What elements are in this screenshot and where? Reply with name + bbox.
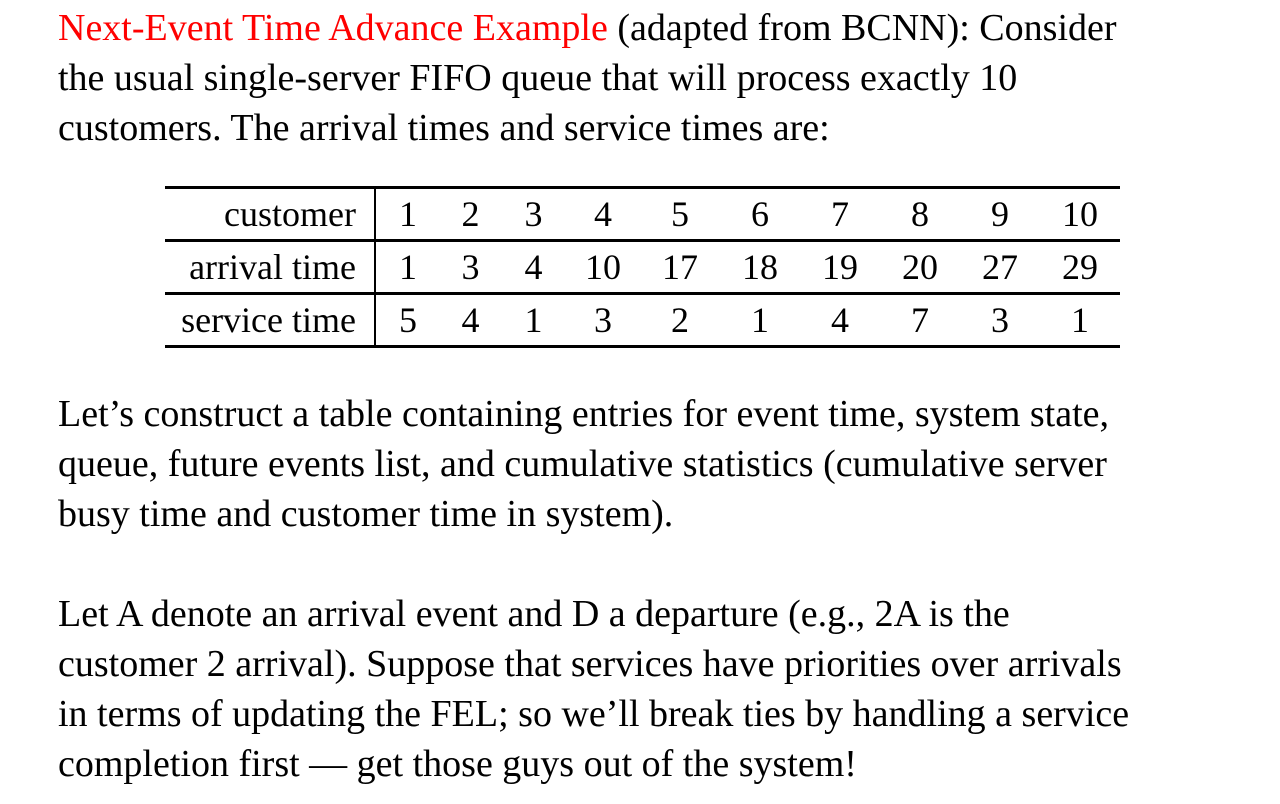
intro-title-red: Next-Event Time Advance Example	[58, 7, 608, 49]
customer-value: 9	[960, 188, 1040, 241]
arrival-time-value: 19	[800, 241, 880, 294]
customer-value: 8	[880, 188, 960, 241]
table-row-customer	[165, 188, 1120, 241]
arrival-time-value: 29	[1040, 241, 1120, 294]
arrival-time-value: 17	[640, 241, 720, 294]
service-time-value: 3	[991, 300, 1009, 340]
arrival-time-value: 4	[501, 241, 566, 294]
notation-paragraph	[58, 589, 1250, 789]
customer-value: 2	[440, 188, 501, 241]
arrival-time-value: 1	[375, 241, 440, 294]
arrival-service-table	[165, 186, 1120, 348]
customer-value: 10	[1040, 188, 1120, 241]
construct-paragraph	[58, 389, 1250, 539]
customer-value: 6	[720, 188, 800, 241]
intro-line-3: customers. The arrival times and service times are:	[58, 107, 830, 149]
row-label-service-time: service time	[165, 294, 375, 347]
customer-value: 1	[375, 188, 440, 241]
intro-paragraph	[58, 3, 1250, 153]
notation-line-4: completion first — get those guys out of the system!	[58, 743, 857, 785]
arrival-time-value: 18	[720, 241, 800, 294]
arrival-time-value: 3	[440, 241, 501, 294]
intro-line-1-rest: (adapted from BCNN): Consider	[607, 7, 1117, 49]
intro-line-1	[58, 3, 1250, 53]
service-time-value: 4	[831, 300, 849, 340]
customer-value: 5	[640, 188, 720, 241]
service-time-value: 1	[751, 300, 769, 340]
notation-line-3: in terms of updating the FEL; so we’ll break ties by handling a service	[58, 693, 1130, 735]
construct-line-2: queue, future events list, and cumulative statistics (cumulative server	[58, 443, 1107, 485]
customer-value: 3	[501, 188, 566, 241]
notation-line-1: Let A denote an arrival event and D a departure (e.g., 2A is the	[58, 593, 1010, 635]
arrival-time-value: 20	[880, 241, 960, 294]
service-time-value: 5	[399, 300, 417, 340]
customer-value: 7	[800, 188, 880, 241]
service-time-value: 1	[1071, 300, 1089, 340]
row-label-customer: customer	[165, 188, 375, 241]
intro-line-2: the usual single-server FIFO queue that will process exactly 10	[58, 57, 1018, 99]
construct-line-1: Let’s construct a table containing entries for event time, system state,	[58, 393, 1110, 435]
notation-line-2: customer 2 arrival). Suppose that services have priorities over arrivals	[58, 643, 1122, 685]
service-time-value: 4	[461, 300, 480, 340]
arrival-time-value: 27	[960, 241, 1040, 294]
service-time-value: 2	[671, 300, 689, 340]
arrival-time-value: 10	[566, 241, 640, 294]
construct-line-3: busy time and customer time in system).	[58, 493, 674, 535]
table-row-service-time	[165, 294, 1120, 347]
service-time-value: 1	[524, 300, 543, 340]
service-time-value: 7	[911, 300, 929, 340]
row-label-arrival-time: arrival time	[165, 241, 375, 294]
customer-value: 4	[566, 188, 640, 241]
table-row-arrival-time	[165, 241, 1120, 294]
service-time-value: 3	[594, 300, 612, 340]
